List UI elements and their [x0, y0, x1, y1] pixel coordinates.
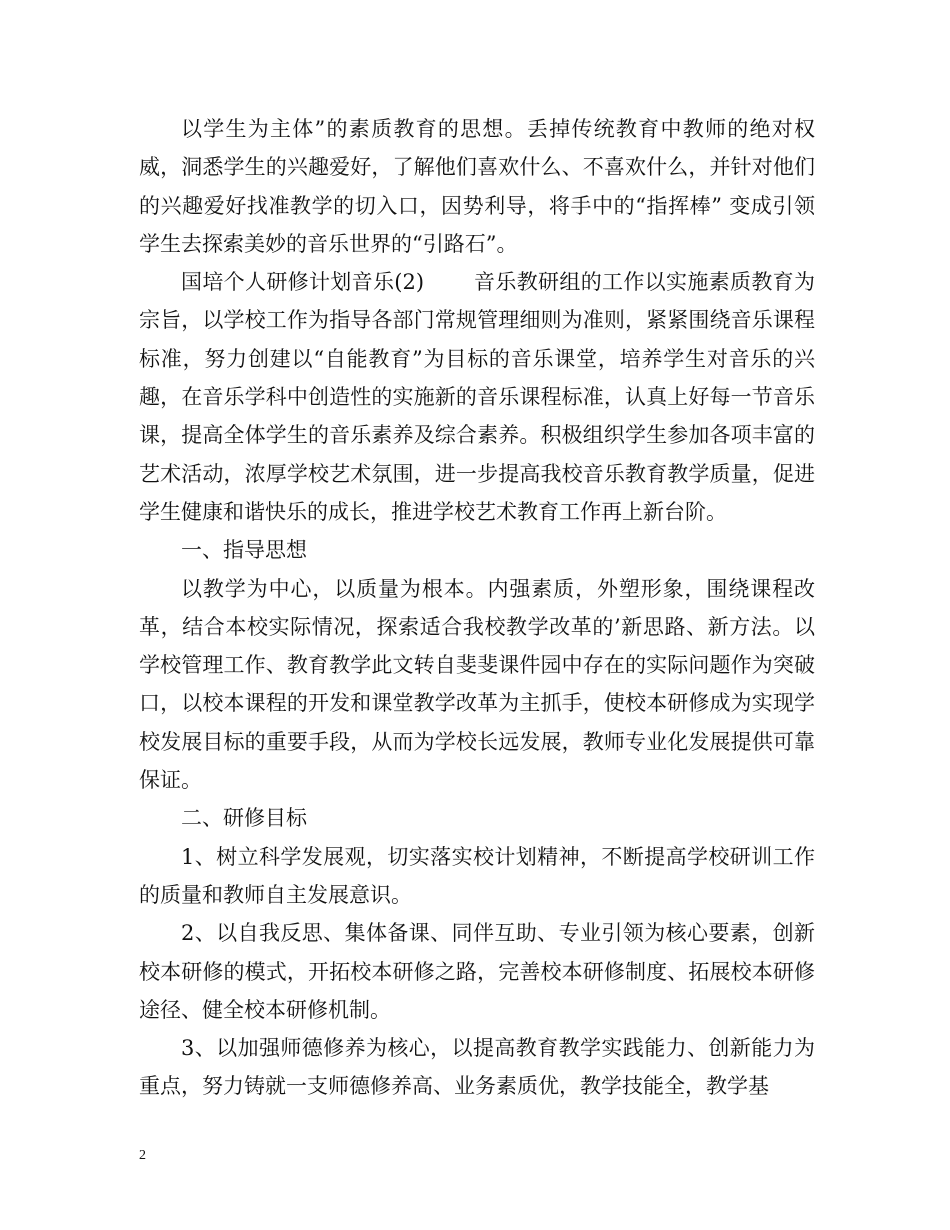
paragraph-intro-continuation: 以学生为主体”的素质教育的思想。丢掉传统教育中教师的绝对权威，洞悉学生的兴趣爱好，了解他们喜欢什么、不喜欢什么，并针对他们的兴趣爱好找准教学的切入口，因势利导，将手中的“指挥棒” 变成引领学生去探索美妙的音乐世界的“引路石”。 [139, 117, 815, 256]
document-body [139, 110, 815, 1106]
list-item-goal-1: 1、树立科学发展观，切实落实校计划精神，不断提高学校研训工作的质量和教师自主发展意识。 [139, 844, 815, 907]
list-item-goal-2: 2、以自我反思、集体备课、同伴互助、专业引领为核心要素，创新校本研修的模式，开拓校本研修之路，完善校本研修制度、拓展校本研修途径、健全校本研修机制。 [139, 921, 815, 1022]
section-heading-study-goals: 二、研修目标 [181, 806, 307, 831]
section-heading-guiding-thought: 一、指导思想 [181, 538, 307, 563]
list-item-goal-3: 3、以加强师德修养为核心，以提高教育教学实践能力、创新能力为重点，努力铸就一支师德修养高、业务素质优，教学技能全，教学基 [139, 1036, 815, 1099]
page-number: 2 [139, 1148, 146, 1163]
paragraph-guiding-thought: 以教学为中心，以质量为根本。内强素质，外塑形象，围绕课程改革，结合本校实际情况，探索适合我校教学改革的’新思路、新方法。以学校管理工作、教育教学此文转自斐斐课件园中存在的实际问题作为突破口，以校本课程的开发和课堂教学改革为主抓手，使校本研修成为实现学校发展目标的重要手段，从而为学校长远发展，教师专业化发展提供可靠保证。 [139, 576, 815, 793]
paragraph-plan-overview: 国培个人研修计划音乐(2) 音乐教研组的工作以实施素质教育为宗旨，以学校工作为指导各部门常规管理细则为准则，紧紧围绕音乐课程标准，努力创建以“自能教育”为目标的音乐课堂，培养学生对音乐的兴趣，在音乐学科中创造性的实施新的音乐课程标准，认真上好每一节音乐课，提高全体学生的音乐素养及综合素养。积极组织学生参加各项丰富的艺术活动，浓厚学校艺术氛围，进一步提高我校音乐教育教学质量，促进学生健康和谐快乐的成长，推进学校艺术教育工作再上新台阶。 [139, 270, 815, 524]
